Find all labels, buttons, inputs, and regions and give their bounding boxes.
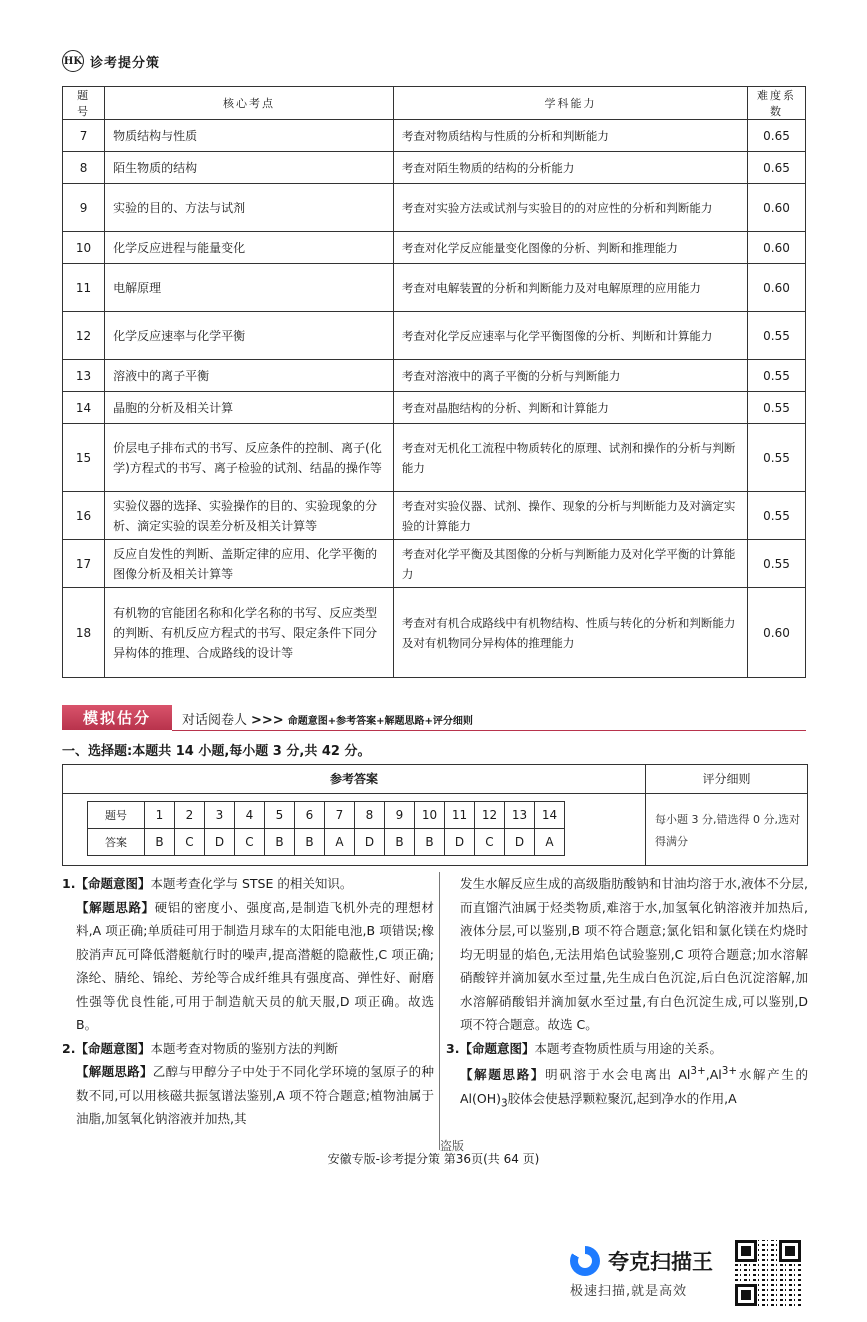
question-number-cell: 11: [63, 264, 105, 312]
q2-intent-tag: 【命题意图】: [75, 1040, 151, 1056]
banner-subtitle: 命题意图+参考答案+解题思路+评分细则: [287, 716, 473, 727]
difficulty-coefficient-cell: 0.55: [748, 360, 806, 392]
table-row: [63, 120, 806, 152]
subject-ability-cell: 考查对化学平衡及其图像的分析与判断能力及对化学平衡的计算能力: [393, 540, 747, 588]
core-point-cell: 化学反应进程与能量变化: [105, 232, 394, 264]
col-header-difficulty: 难度系数: [748, 87, 806, 120]
table-row: [63, 540, 806, 588]
question-number-cell: 7: [63, 120, 105, 152]
answer-number-cell: 3: [205, 802, 235, 829]
brand-slogan: 极速扫描,就是高效: [570, 1284, 688, 1299]
question-number-cell: 15: [63, 424, 105, 492]
answer-box: [62, 764, 808, 866]
table-row: [63, 232, 806, 264]
q3-intent-tag: 【命题意图】: [459, 1040, 535, 1056]
table-row: [63, 360, 806, 392]
answer-number-cell: 9: [385, 802, 415, 829]
table-row: [63, 152, 806, 184]
question-number-cell: 18: [63, 588, 105, 678]
q3-solution-tag: 【解题思路】: [460, 1067, 546, 1083]
question-number-cell: 12: [63, 312, 105, 360]
q1-solution-tag: 【解题思路】: [76, 899, 155, 915]
table-row: [63, 264, 806, 312]
q1-intent: [62, 872, 434, 896]
q2-solution: [62, 1060, 434, 1131]
question-number-cell: 16: [63, 492, 105, 540]
subject-ability-cell: 考查对化学反应速率与化学平衡图像的分析、判断和计算能力: [393, 312, 747, 360]
q2-intent-text: 本题考查对物质的鉴别方法的判断: [150, 1040, 338, 1056]
q3-sub: 3: [501, 1097, 508, 1110]
answer-value-cell: B: [145, 829, 175, 856]
answer-number-cell: 7: [325, 802, 355, 829]
difficulty-coefficient-cell: 0.55: [748, 540, 806, 588]
answer-box-divider: [645, 793, 646, 865]
answer-value-cell: D: [355, 829, 385, 856]
subject-ability-cell: 考查对实验仪器、试剂、操作、现象的分析与判断能力及对滴定实验的计算能力: [393, 492, 747, 540]
core-point-cell: 溶液中的离子平衡: [105, 360, 394, 392]
quark-scanner-logo-icon: [570, 1246, 600, 1276]
q1-intent-text: 本题考查化学与 STSE 的相关知识。: [150, 876, 353, 891]
answer-value-cell: C: [235, 829, 265, 856]
row-label-answer: 答案: [88, 829, 145, 856]
q2-solution-continued: 发生水解反应生成的高级脂肪酸钠和甘油均溶于水,液体不分层,而直馏汽油属于烃类物质,难溶于水,加氢氧化钠溶液并加热后,液体分层,可以鉴别,B 项不符合题意;氯化铝和氯化镁在灼烧时均无明显的焰色,无法用焰色试验鉴别,C 项符合题意;加水溶解硝酸锌并滴加氨水至过量,先生成白色沉淀,后白色沉淀溶解,加水溶解硝酸铝并滴加氨水至过量,有白色沉淀生成,可以鉴别,D 项不符合题意。故选 C。: [460, 876, 808, 1032]
banner-arrows: >>>: [251, 713, 284, 728]
difficulty-coefficient-cell: 0.65: [748, 152, 806, 184]
answer-number-cell: 14: [535, 802, 565, 829]
q2-intent: [62, 1037, 434, 1061]
difficulty-coefficient-cell: 0.60: [748, 264, 806, 312]
difficulty-coefficient-cell: 0.60: [748, 232, 806, 264]
q1-solution: [62, 896, 434, 1037]
banner-title: [182, 709, 473, 728]
table-body: [63, 120, 806, 678]
q3-solution-text-b: ,Al: [705, 1067, 722, 1083]
q3-sup-2: 3+: [721, 1065, 738, 1077]
difficulty-coefficient-cell: 0.55: [748, 392, 806, 424]
difficulty-coefficient-cell: 0.55: [748, 424, 806, 492]
q3-solution-text-c: 水解产生的 Al(OH): [460, 1067, 808, 1106]
watermark-text: 盗版: [440, 1139, 465, 1153]
answer-number-cell: 2: [175, 802, 205, 829]
core-point-cell: 反应自发性的判断、盖斯定律的应用、化学平衡的图像分析及相关计算等: [105, 540, 394, 588]
core-point-cell: 实验仪器的选择、实验操作的目的、实验现象的分析、滴定实验的误差分析及相关计算等: [105, 492, 394, 540]
answer-value-cell: D: [505, 829, 535, 856]
question-number-cell: 17: [63, 540, 105, 588]
reference-answer-header: 参考答案: [63, 765, 646, 794]
q2-number: 2.: [62, 1040, 76, 1056]
table-row: [63, 588, 806, 678]
q3-intent-text: 本题考查物质性质与用途的关系。: [534, 1040, 722, 1056]
table-row: [63, 492, 806, 540]
row-label-no: 题号: [88, 802, 145, 829]
core-point-cell: 陌生物质的结构: [105, 152, 394, 184]
scoring-note: 每小题 3 分,错选得 0 分,选对得满分: [655, 813, 800, 848]
table-row: [63, 184, 806, 232]
brand-name: 夸克扫描王: [608, 1250, 713, 1274]
difficulty-coefficient-cell: 0.60: [748, 184, 806, 232]
page-header: [62, 50, 160, 72]
answer-number-cell: 4: [235, 802, 265, 829]
core-point-cell: 化学反应速率与化学平衡: [105, 312, 394, 360]
scoring-header: 评分细则: [646, 765, 807, 794]
answer-value-cell: C: [175, 829, 205, 856]
q3-intent: [446, 1037, 808, 1061]
col-header-no: 题号: [63, 87, 105, 120]
question-number-cell: 10: [63, 232, 105, 264]
brand-logo-icon: HK: [62, 50, 84, 72]
subject-ability-cell: 考查对晶胞结构的分析、判断和计算能力: [393, 392, 747, 424]
table-row: [63, 312, 806, 360]
table-row: [63, 392, 806, 424]
q3-solution: [446, 1060, 808, 1116]
question-number-cell: 14: [63, 392, 105, 424]
q3-sup-1: 3+: [690, 1065, 706, 1077]
answer-number-cell: 12: [475, 802, 505, 829]
answer-value-cell: B: [265, 829, 295, 856]
answer-value-cell: B: [385, 829, 415, 856]
core-point-cell: 实验的目的、方法与试剂: [105, 184, 394, 232]
q2-solution-tag: 【解题思路】: [76, 1064, 153, 1079]
q3-solution-text-d: 胶体会使悬浮颗粒聚沉,起到净水的作用,A: [507, 1090, 737, 1106]
answer-number-cell: 6: [295, 802, 325, 829]
difficulty-coefficient-cell: 0.55: [748, 492, 806, 540]
answer-number-cell: 13: [505, 802, 535, 829]
qr-code-icon: [735, 1240, 801, 1306]
q1-solution-text: 硬铝的密度小、强度高,是制造飞机外壳的理想材料,A 项正确;单质硅可用于制造月球车的太阳能电池,B 项错误;橡胶消声瓦可降低潜艇航行时的噪声,提高潜艇的隐蔽性,C 项正确;涤纶、腈纶、锦纶、芳纶等合成纤维具有强度高、弹性好、耐磨性强等优良性能,可用于制造航天员的航天服,D 项正确。故选 B。: [76, 899, 434, 1032]
answer-number-cell: 8: [355, 802, 385, 829]
q3-number: 3.: [446, 1040, 460, 1056]
difficulty-coefficient-cell: 0.55: [748, 312, 806, 360]
subject-ability-cell: 考查对物质结构与性质的分析和判断能力: [393, 120, 747, 152]
page-footer: 安徽专版-诊考提分策 第36页(共 64 页): [327, 1152, 540, 1166]
header-title: 诊考提分策: [90, 55, 161, 71]
exam-point-table: [62, 86, 806, 678]
q1-intent-tag: 【命题意图】: [75, 876, 151, 891]
answer-value-cell: B: [295, 829, 325, 856]
answer-number-cell: 1: [145, 802, 175, 829]
answer-value-cell: D: [205, 829, 235, 856]
answer-value-cell: C: [475, 829, 505, 856]
answer-value-cell: A: [535, 829, 565, 856]
table-header-row: [63, 87, 806, 120]
answer-value-cell: D: [445, 829, 475, 856]
answer-grid: [87, 801, 565, 856]
subject-ability-cell: 考查对无机化工流程中物质转化的原理、试剂和操作的分析与判断能力: [393, 424, 747, 492]
answer-value-row: [88, 829, 565, 856]
answer-value-cell: B: [415, 829, 445, 856]
q1-number: 1.: [62, 876, 76, 891]
col-header-point: 核心考点: [105, 87, 394, 120]
subject-ability-cell: 考查对溶液中的离子平衡的分析与判断能力: [393, 360, 747, 392]
question-number-cell: 9: [63, 184, 105, 232]
q2-solution-text: 乙醇与甲醇分子中处于不同化学环境的氢原子的种数不同,可以用核磁共振氢谱法鉴别,A 项不符合题意;植物油属于油脂,加氢氧化钠溶液并加热,其: [76, 1064, 434, 1126]
subject-ability-cell: 考查对陌生物质的结构的分析能力: [393, 152, 747, 184]
banner-tag: 模拟估分: [62, 705, 172, 730]
subject-ability-cell: 考查对电解装置的分析和判断能力及对电解原理的应用能力: [393, 264, 747, 312]
question-number-cell: 13: [63, 360, 105, 392]
difficulty-coefficient-cell: 0.60: [748, 588, 806, 678]
q3-solution-text-a: 明矾溶于水会电离出 Al: [545, 1067, 691, 1083]
answer-number-cell: 5: [265, 802, 295, 829]
difficulty-coefficient-cell: 0.65: [748, 120, 806, 152]
section-banner: [62, 703, 806, 731]
banner-title-text: 对话阅卷人: [182, 713, 248, 728]
core-point-cell: 价层电子排布式的书写、反应条件的控制、离子(化学)方程式的书写、离子检验的试剂、结晶的操作等: [105, 424, 394, 492]
answer-number-cell: 10: [415, 802, 445, 829]
section-heading: 一、选择题:本题共 14 小题,每小题 3 分,共 42 分。: [62, 744, 371, 759]
core-point-cell: 物质结构与性质: [105, 120, 394, 152]
answer-number-cell: 11: [445, 802, 475, 829]
banner-divider: [172, 730, 806, 731]
subject-ability-cell: 考查对有机合成路线中有机物结构、性质与转化的分析和判断能力及对有机物同分异构体的推理能力: [393, 588, 747, 678]
core-point-cell: 有机物的官能团名称和化学名称的书写、反应类型的判断、有机反应方程式的书写、限定条件下同分异构体的推理、合成路线的设计等: [105, 588, 394, 678]
core-point-cell: 晶胞的分析及相关计算: [105, 392, 394, 424]
explanation-right-column: [446, 872, 808, 1116]
col-header-ability: 学科能力: [393, 87, 747, 120]
subject-ability-cell: 考查对实验方法或试剂与实验目的的对应性的分析和判断能力: [393, 184, 747, 232]
table-row: [63, 424, 806, 492]
column-divider: [439, 872, 440, 1150]
scanner-brand: [570, 1244, 740, 1304]
answer-value-cell: A: [325, 829, 355, 856]
question-number-cell: 8: [63, 152, 105, 184]
answer-number-row: [88, 802, 565, 829]
explanation-left-column: [62, 872, 434, 1131]
subject-ability-cell: 考查对化学反应能量变化图像的分析、判断和推理能力: [393, 232, 747, 264]
core-point-cell: 电解原理: [105, 264, 394, 312]
